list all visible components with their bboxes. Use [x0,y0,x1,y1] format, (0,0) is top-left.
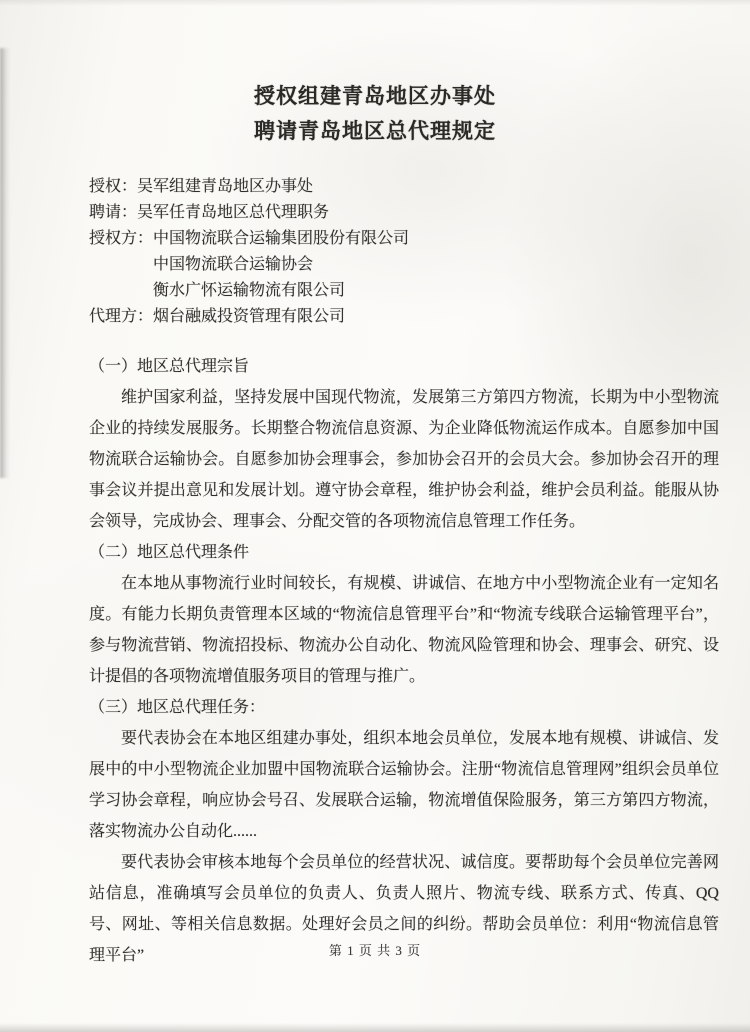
parties-block [89,174,720,330]
section-1-paragraph-1: 维护国家利益，坚持发展中国现代物流，发展第三方第四方物流，长期为中小型物流企业的持续发展服务。长期整合物流信息资源、为企业降低物流运作成本。自愿参加中国物流联合运输协会。自愿参加协会理事会，参加协会召开的会员大会。参加协会召开的理事会议并提出意见和发展计划。遵守协会章程，维护协会利益，维护会员利益。能服从协会领导，完成协会、理事会、分配交管的各项物流信息管理工作任务。 [89,389,719,530]
document-body [89,351,719,971]
party-row-authorizer-1: 授权方：中国物流联合运输集团股份有限公司 [89,230,410,247]
scan-shadow-top [0,0,750,6]
section-2-paragraph-1: 在本地从事物流行业时间较长，有规模、讲诚信、在地方中小型物流企业有一定知名度。有能力长期负责管理本区域的“物流信息管理平台”和“物流专线联合运输管理平台”，参与物流营销、物流招投标、物流办公自动化、物流风险管理和协会、理事会、研究、设计提倡的各项物流增值服务项目的管理与推广。 [89,575,719,685]
page-number-footer: 第 1 页 共 3 页 [328,943,422,958]
title-line-1: 授权组建青岛地区办事处 [254,84,496,108]
party-row-authorization: 授权：吴军组建青岛地区办事处 [89,178,314,195]
section-3-heading: （三）地区总代理任务： [89,699,266,716]
title-line-2: 聘请青岛地区总代理规定 [254,119,496,143]
party-row-authorizer-2: 中国物流联合运输协会 [153,256,314,273]
section-3-paragraph-2: 要代表协会审核本地每个会员单位的经营状况、诚信度。要帮助每个会员单位完善网站信息，准确填写会员单位的负责人、负责人照片、物流专线、联系方式、传真、QQ 号、网址、等相关信息数据。处理好会员之间的纠纷。帮助会员单位：利用“物流信息管理平台” [89,854,719,964]
party-row-appointment: 聘请：吴军任青岛地区总代理职务 [89,204,330,221]
section-1-heading: （一）地区总代理宗旨 [89,358,250,375]
party-row-authorizer-3: 衡水广怀运输物流有限公司 [153,282,346,299]
section-2-heading: （二）地区总代理条件 [89,544,250,561]
party-row-agent: 代理方：烟台融威投资管理有限公司 [89,308,346,325]
scan-shadow-left [0,48,10,478]
document-title [0,79,750,149]
scan-shadow-bottom [0,1023,750,1032]
section-3-paragraph-1: 要代表协会在本地区组建办事处，组织本地会员单位，发展本地有规模、讲诚信、发展中的中小型物流企业加盟中国物流联合运输协会。注册“物流信息管理网”组织会员单位学习协会章程，响应协会号召、发展联合运输，物流增值保险服务，第三方第四方物流，落实物流办公自动化...... [89,730,719,840]
